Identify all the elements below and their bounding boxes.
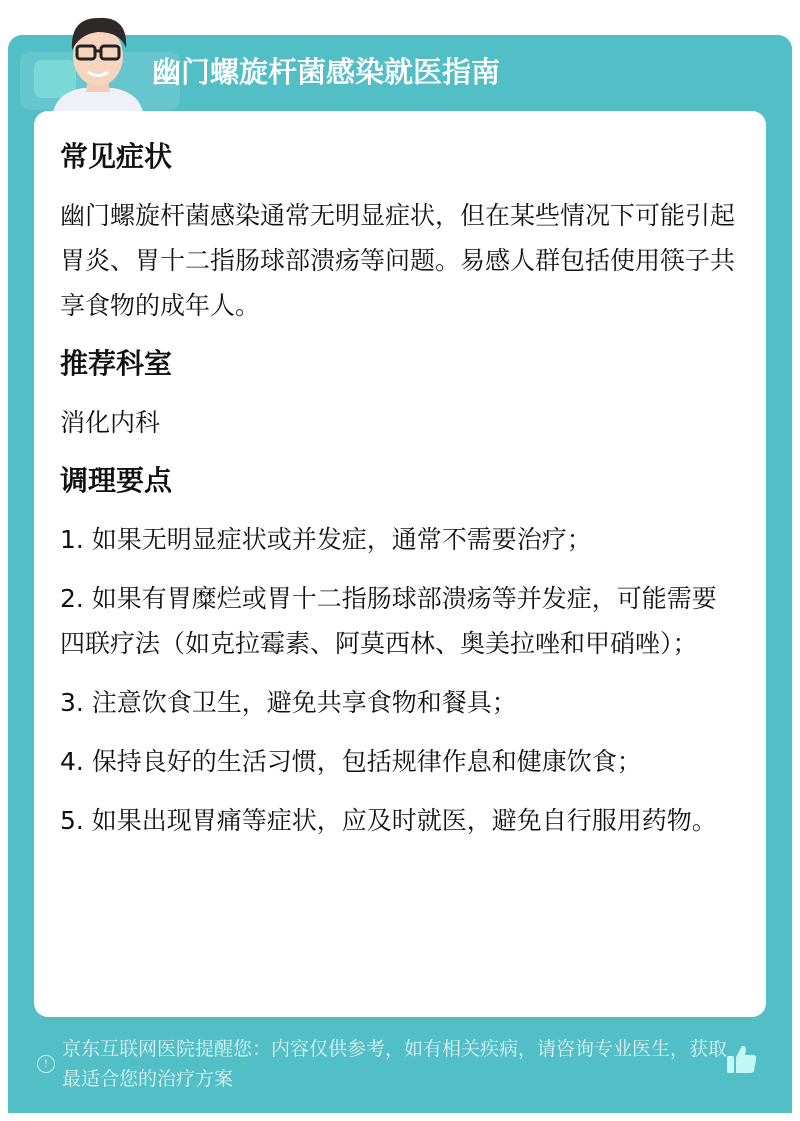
section-heading-department: 推荐科室 xyxy=(60,347,173,380)
thumbs-up-icon[interactable] xyxy=(726,1043,758,1075)
doctor-avatar xyxy=(48,8,148,112)
disclaimer-text: 京东互联网医院提醒您：内容仅供参考，如有相关疾病，请咨询专业医生，获取最适合您的治疗方案 xyxy=(62,1038,728,1090)
care-item: 4. 保持良好的生活习惯，包括规律作息和健康饮食； xyxy=(60,747,642,776)
care-item: 2. 如果有胃糜烂或胃十二指肠球部溃疡等并发症，可能需要四联疗法（如克拉霉素、阿莫西林、奥美拉唑和甲硝唑）； xyxy=(60,584,717,658)
section-heading-symptoms: 常见症状 xyxy=(60,140,173,173)
symptoms-text: 幽门螺旋杆菌感染通常无明显症状，但在某些情况下可能引起胃炎、胃十二指肠球部溃疡等问题。易感人群包括使用筷子共享食物的成年人。 xyxy=(60,201,736,320)
page-title: 幽门螺旋杆菌感染就医指南 xyxy=(152,55,501,89)
section-heading-care: 调理要点 xyxy=(60,464,173,497)
department-text: 消化内科 xyxy=(60,408,161,437)
care-item: 5. 如果出现胃痛等症状，应及时就医，避免自行服用药物。 xyxy=(60,806,717,835)
content-card xyxy=(34,111,766,1017)
care-item: 3. 注意饮食卫生，避免共享食物和餐具； xyxy=(60,688,517,717)
info-icon: ! xyxy=(37,1055,55,1073)
care-item: 1. 如果无明显症状或并发症，通常不需要治疗； xyxy=(60,525,592,554)
